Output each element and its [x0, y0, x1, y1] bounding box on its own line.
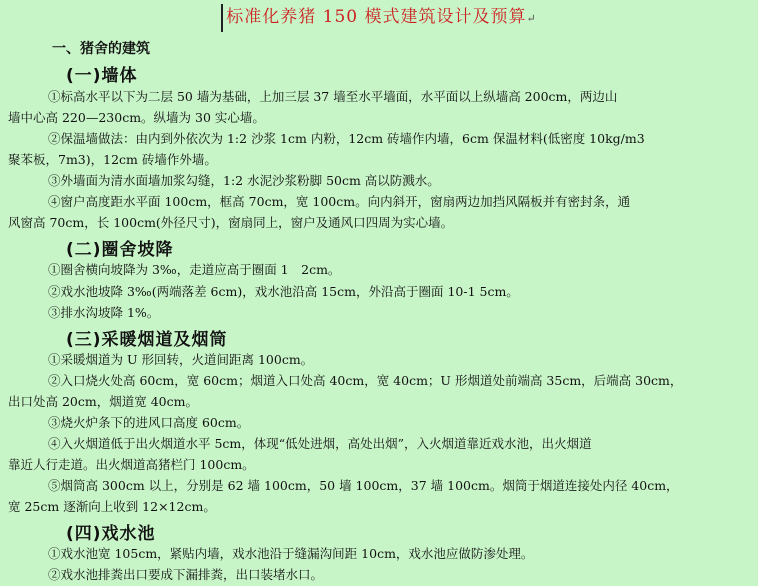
title-row	[0, 4, 758, 32]
heating-line-2: ②入口烧火处高 60cm，宽 60cm；烟道入口处高 40cm，宽 40cm；U 形烟道处前端高 35cm，后端高 30cm，	[48, 373, 683, 388]
heating-line-3: 出口处高 20cm，烟道宽 40cm。	[8, 394, 198, 409]
heading-heating: (三)采暖烟道及烟筒	[66, 330, 228, 350]
wall-line-6: ④窗户高度距水平面 100cm，框高 70cm，宽 100cm。向内斜开，窗扇两边加挡风隔板并有密封条，通	[48, 194, 631, 209]
wall-line-1: ①标高水平以下为二层 50 墙为基础，上加三层 37 墙至水平墙面，水平面以上纵墙高 200cm，两边山	[48, 89, 618, 104]
wall-line-4: 聚苯板，7m3)，12cm 砖墙作外墙。	[8, 152, 217, 167]
heading-slope: (二)圈舍坡降	[66, 240, 174, 260]
heading-pool: (四)戏水池	[66, 524, 156, 544]
slope-line-2: ②戏水池坡降 3‰(两端落差 6cm)，戏水池沿高 15cm，外沿高于圈面 10-1 5cm。	[48, 284, 519, 299]
heating-line-7: ⑤烟筒高 300cm 以上，分别是 62 墙 100cm，50 墙 100cm，37 墙 100cm。烟筒于烟道连接处内径 40cm，	[48, 478, 679, 493]
heading-wall: (一)墙体	[66, 66, 138, 86]
heating-line-8: 宽 25cm 逐渐向上收到 12×12cm。	[8, 499, 216, 514]
heating-line-6: 靠近人行走道。出火烟道高猪栏门 100cm。	[8, 457, 255, 472]
heating-line-5: ④入火烟道低于出火烟道水平 5cm，体现“低处进烟，高处出烟”，入火烟道靠近戏水池，出火烟道	[48, 436, 592, 451]
slope-line-3: ③排水沟坡降 1%。	[48, 305, 160, 320]
document-title: 标准化养猪 150 模式建筑设计及预算↵	[221, 4, 536, 32]
heating-line-1: ①采暖烟道为 U 形回转，火道间距离 100cm。	[48, 352, 314, 367]
pool-line-2: ②戏水池排粪出口要成下漏排粪，出口装堵水口。	[48, 567, 324, 582]
pool-line-1: ①戏水池宽 105cm，紧贴内墙，戏水池沿于缝漏沟间距 10cm，戏水池应做防渗处理。	[48, 546, 534, 561]
wall-line-5: ③外墙面为清水面墙加浆勾缝，1:2 水泥沙浆粉脚 50cm 高以防溅水。	[48, 173, 440, 188]
wall-line-7: 风窗高 70cm，长 100cm(外径尺寸)，窗扇同上，窗户及通风口四周为实心墙。	[8, 215, 454, 230]
section-heading-building: 一、猪舍的建筑	[52, 41, 150, 57]
slope-line-1: ①圈舍横向坡降为 3‰，走道应高于圈面 1 2cm。	[48, 262, 341, 277]
wall-line-3: ②保温墙做法：由内到外依次为 1:2 沙浆 1cm 内粉，12cm 砖墙作内墙，6cm 保温材料(低密度 10kg/m3	[48, 131, 645, 146]
wall-line-2: 墙中心高 220—230cm。纵墙为 30 实心墙。	[8, 110, 265, 125]
heating-line-4: ③烧火炉条下的进风口高度 60cm。	[48, 415, 250, 430]
paragraph-mark-icon: ↵	[526, 12, 537, 25]
